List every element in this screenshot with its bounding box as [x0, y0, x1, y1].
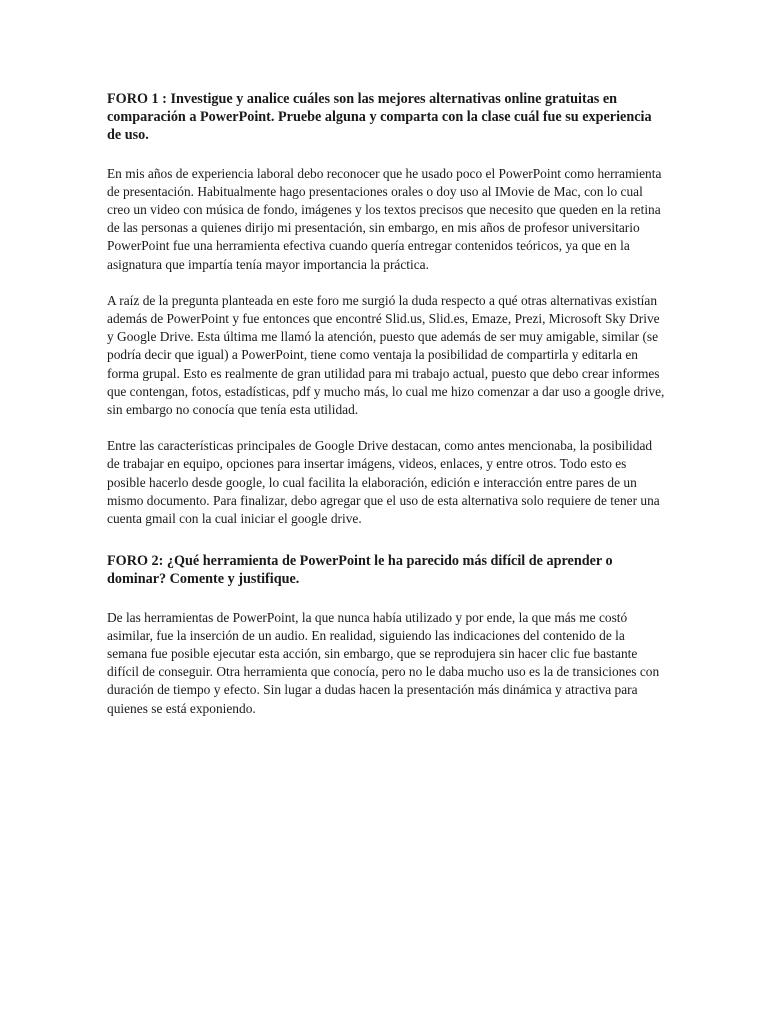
foro-2-paragraph-1: De las herramientas de PowerPoint, la que nunca había utilizado y por ende, la que más me costó asimilar, fue la inserción de un audio. En realidad, siguiendo las indicaciones del contenido de la semana fue posible ejecutar esta acción, sin embargo, que se reprodujera sin hacer clic fue bastante difícil de conseguir. Otra herramienta que conocía, pero no le daba mucho uso es la de transiciones con duración de tiempo y efecto. Sin lugar a dudas hacen la presentación más dinámica y atractiva para quienes se está exponiendo. — [107, 609, 660, 716]
foro-1-paragraph-1: En mis años de experiencia laboral debo reconocer que he usado poco el PowerPoint como herramienta de presentación. Habitualmente hago presentaciones orales o doy uso al IMovie de Mac, con lo cual creo un video con música de fondo, imágenes y los textos precisos que necesito que queden en la retina de las personas a quienes dirijo mi presentación, sin embargo, en mis años de profesor universitario PowerPoint fue una herramienta efectiva cuando quería entregar contenidos teóricos, ya que en la asignatura que impartía tenía mayor importancia la práctica. — [107, 165, 662, 272]
foro-2-heading: FORO 2: ¿Qué herramienta de PowerPoint le ha parecido más difícil de aprender o dominar? Comente y justifique. — [107, 553, 613, 588]
foro-1-paragraph-3: Entre las características principales de Google Drive destacan, como antes mencionaba, la posibilidad de trabajar en equipo, opciones para insertar imágens, videos, enlaces, y entre otros. Todo esto es posible hacerlo desde google, lo cual facilita la elaboración, edición e interacción entre pares de un mismo documento. Para finalizar, debo agregar que el uso de esta alternativa solo requiere de tener una cuenta gmail con la cual iniciar el google drive. — [107, 438, 660, 527]
document-page — [107, 90, 667, 736]
foro-2-section — [107, 552, 667, 718]
foro-1-paragraph-2: A raíz de la pregunta planteada en este foro me surgió la duda respecto a qué otras alternativas existían además de PowerPoint y fue entonces que encontré Slid.us, Slid.es, Emaze, Prezi, Microsoft Sky Drive y Google Drive. Esta última me llamó la atención, puesto que además de ser muy amigable, similar (se podría decir que igual) a PowerPoint, tiene como ventaja la posibilidad de compartirla y editarla en forma grupal. Esto es realmente de gran utilidad para mi trabajo actual, puesto que debo crear informes que contengan, fotos, estadísticas, pdf y mucho más, lo cual me hizo comenzar a dar uso a google drive, sin embargo no conocía que tenía esta utilidad. — [107, 292, 665, 418]
foro-1-heading: FORO 1 : Investigue y analice cuáles son las mejores alternativas online gratuitas en comparación a PowerPoint. Pruebe alguna y comparta con la clase cuál fue su experiencia de uso. — [107, 91, 652, 144]
foro-1-section — [107, 90, 667, 528]
